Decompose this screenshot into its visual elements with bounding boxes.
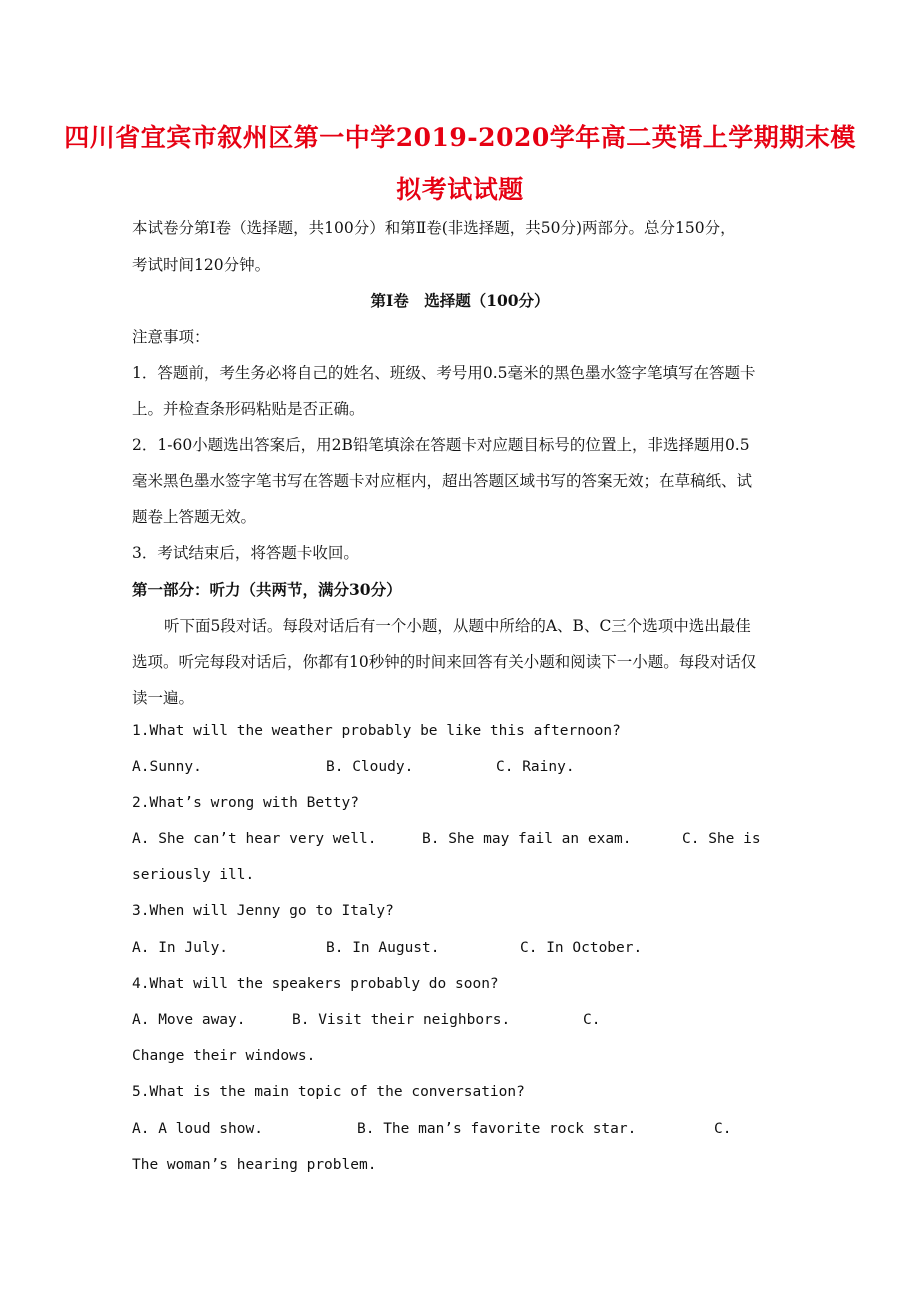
question-1-option-a: A.Sunny. bbox=[132, 759, 202, 775]
intro-line-1: 本试卷分第Ⅰ卷（选择题，共100分）和第Ⅱ卷(非选择题，共50分)两部分。总分150分， bbox=[132, 219, 736, 237]
document-title-line-1: 四川省宜宾市叙州区第一中学2019-2020学年高二英语上学期期末模 bbox=[64, 123, 856, 152]
question-1-option-b: B. Cloudy. bbox=[326, 759, 414, 775]
question-5-option-c-continued: The woman’s hearing problem. bbox=[132, 1157, 377, 1173]
part1-instructions-line: 读一遍。 bbox=[132, 689, 195, 707]
intro-line-2: 考试时间120分钟。 bbox=[132, 256, 271, 274]
question-5-option-b: B. The man’s favorite rock star. bbox=[357, 1121, 637, 1137]
notes-line: 上。并检查条形码粘贴是否正确。 bbox=[132, 400, 365, 418]
notes-line: 毫米黑色墨水签字笔书写在答题卡对应框内，超出答题区域书写的答案无效；在草稿纸、试 bbox=[132, 472, 753, 490]
section-heading: 第Ⅰ卷 选择题（100分） bbox=[370, 291, 550, 310]
question-5-option-c: C. bbox=[714, 1121, 732, 1137]
question-4-option-a: A. Move away. bbox=[132, 1012, 246, 1028]
question-2-option-b: B. She may fail an exam. bbox=[422, 831, 632, 847]
question-5-option-a: A. A loud show. bbox=[132, 1121, 263, 1137]
notes-line: 题卷上答题无效。 bbox=[132, 508, 257, 526]
question-4: 4.What will the speakers probably do soon? bbox=[132, 976, 499, 992]
question-1: 1.What will the weather probably be like this afternoon? bbox=[132, 723, 621, 739]
question-4-option-c-continued: Change their windows. bbox=[132, 1048, 316, 1064]
part1-instructions-line: 听下面5段对话。每段对话后有一个小题，从题中所给的A、B、C三个选项中选出最佳 bbox=[164, 617, 751, 635]
part1-instructions-line: 选项。听完每段对话后，你都有10秒钟的时间来回答有关小题和阅读下一小题。每段对话仅 bbox=[132, 653, 757, 671]
question-5: 5.What is the main topic of the conversation? bbox=[132, 1084, 525, 1100]
question-2-option-a: A. She can’t hear very well. bbox=[132, 831, 377, 847]
question-2-option-c-continued: seriously ill. bbox=[132, 867, 255, 883]
part1-heading: 第一部分：听力（共两节，满分30分） bbox=[132, 580, 402, 599]
question-4-option-b: B. Visit their neighbors. bbox=[292, 1012, 511, 1028]
document-title-line-2: 拟考试试题 bbox=[396, 175, 524, 204]
question-4-option-c: C. bbox=[583, 1012, 601, 1028]
question-1-option-c: C. Rainy. bbox=[496, 759, 575, 775]
notes-line: 1．答题前，考生务必将自己的姓名、班级、考号用0.5毫米的黑色墨水签字笔填写在答题卡 bbox=[132, 364, 756, 382]
question-3: 3.When will Jenny go to Italy? bbox=[132, 903, 394, 919]
question-3-option-a: A. In July. bbox=[132, 940, 229, 956]
notes-heading: 注意事项： bbox=[132, 328, 210, 346]
notes-line: 3．考试结束后，将答题卡收回。 bbox=[132, 544, 359, 562]
notes-line: 2．1-60小题选出答案后，用2B铅笔填涂在答题卡对应题目标号的位置上，非选择题用0.5 bbox=[132, 436, 750, 454]
question-3-option-b: B. In August. bbox=[326, 940, 440, 956]
question-3-option-c: C. In October. bbox=[520, 940, 643, 956]
question-2: 2.What’s wrong with Betty? bbox=[132, 795, 359, 811]
question-2-option-c: C. She is bbox=[682, 831, 761, 847]
